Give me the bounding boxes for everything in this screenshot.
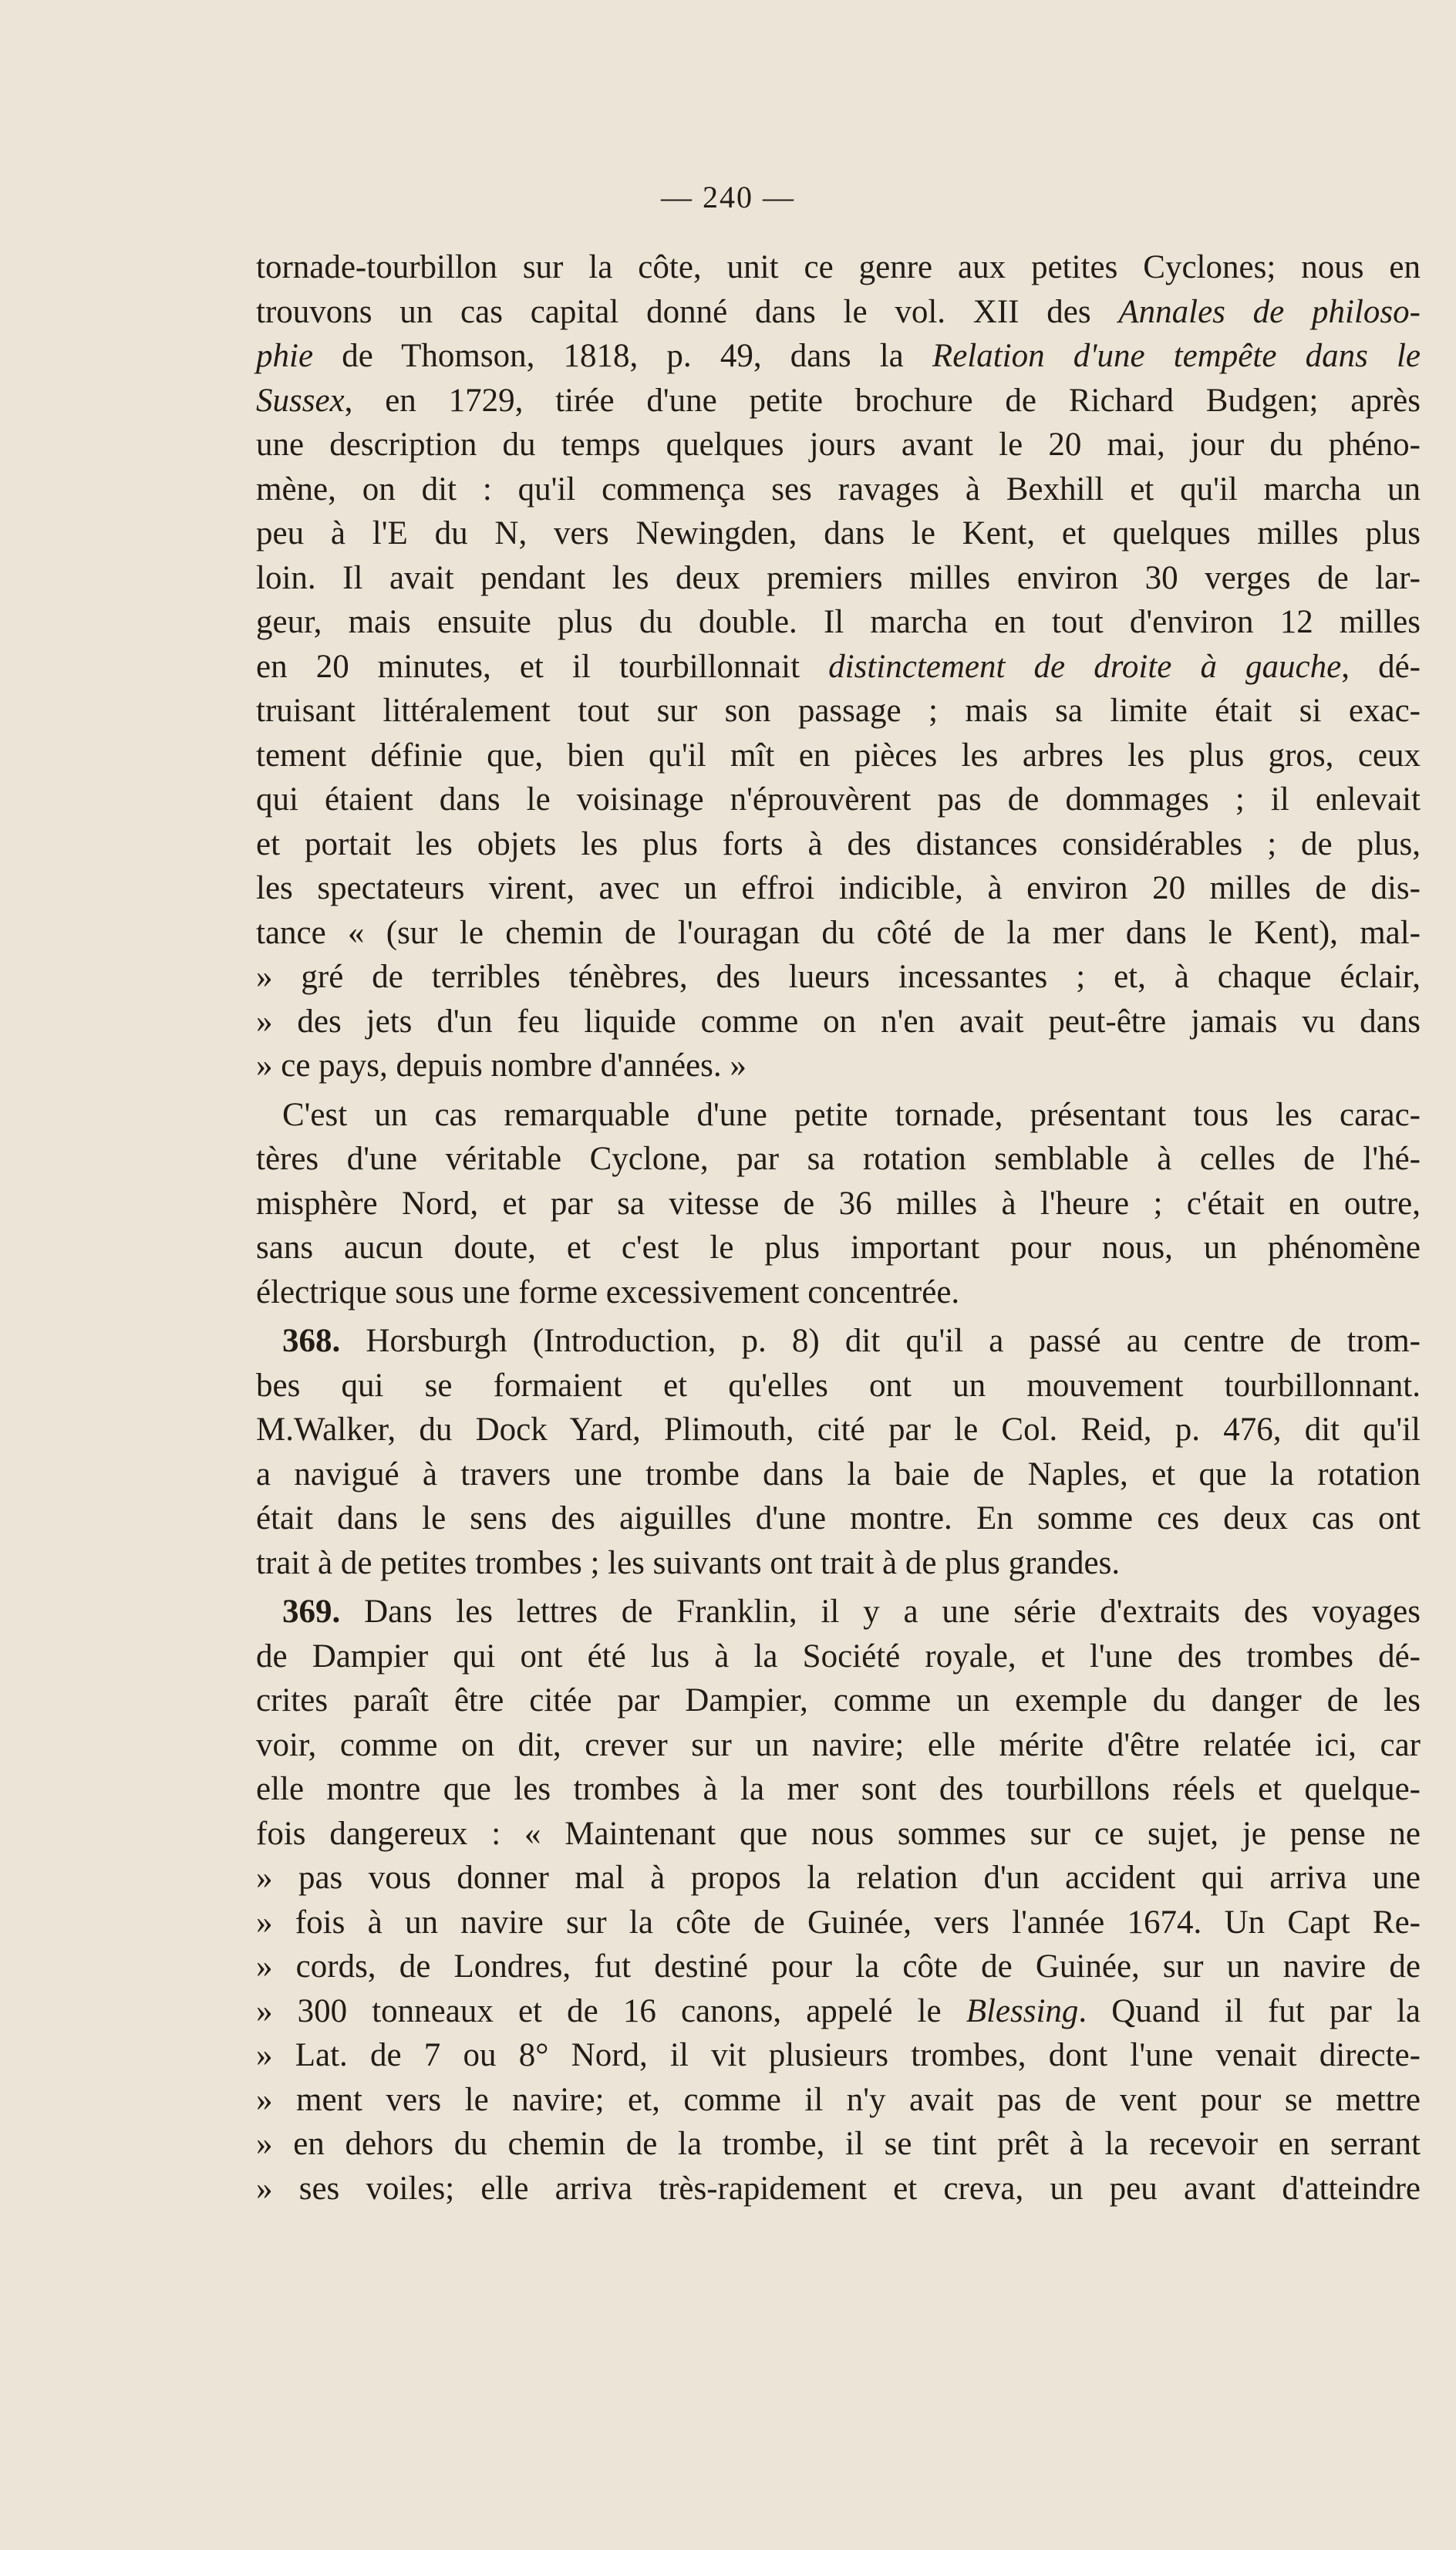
text-segment: qui étaient dans le voisinage n'éprouvèrent pas de dommages ; il enlevait	[256, 781, 1421, 818]
text-segment: , en 1729, tirée d'une petite brochure de Richard Budgen; après	[344, 382, 1421, 419]
text-segment: les spectateurs virent, avec un effroi indicible, à environ 20 milles de dis-	[256, 870, 1421, 906]
text-segment: » gré de terribles ténèbres, des lueurs incessantes ; et, à chaque éclair,	[256, 959, 1421, 995]
text-line	[256, 1137, 1421, 1182]
text-line	[256, 1856, 1421, 1901]
text-segment: » Lat. de 7 ou 8° Nord, il vit plusieurs trombes, dont l'une venait directe-	[256, 2037, 1421, 2073]
text-line	[256, 1364, 1421, 1408]
text-segment: loin. Il avait pendant les deux premiers milles environ 30 verges de lar-	[256, 559, 1421, 596]
text-line	[256, 1182, 1421, 1226]
text-line	[256, 1901, 1421, 1945]
text-segment: phie	[256, 338, 314, 374]
text-segment: » en dehors du chemin de la trombe, il se tint prêt à la recevoir en serrant	[256, 2126, 1421, 2162]
text-line	[256, 866, 1421, 911]
text-segment: » ce pays, depuis nombre d'années. »	[256, 1047, 747, 1084]
text-segment: » fois à un navire sur la côte de Guinée, vers l'année 1674. Un Capt Re-	[256, 1904, 1421, 1941]
text-line	[256, 1989, 1421, 2034]
text-line	[256, 1945, 1421, 1989]
text-segment: » ses voiles; elle arriva très-rapidement et creva, un peu avant d'atteindre	[256, 2170, 1421, 2207]
text-segment: geur, mais ensuite plus du double. Il marcha en tout d'environ 12 milles	[256, 604, 1421, 640]
text-line	[256, 467, 1421, 512]
text-segment: » pas vous donner mal à propos la relation d'un accident qui arriva une	[256, 1860, 1421, 1896]
text-line	[256, 600, 1421, 645]
text-segment: Annales de philoso-	[1118, 293, 1421, 330]
text-line	[256, 556, 1421, 601]
text-segment: Relation d'une tempête dans le	[932, 338, 1421, 374]
text-line	[256, 2167, 1421, 2211]
paragraph-number: 368.	[282, 1323, 341, 1359]
text-segment: Sussex	[256, 382, 345, 419]
text-segment: tement définie que, bien qu'il mît en pièces les arbres les plus gros, ceux	[256, 737, 1421, 774]
text-segment: » ment vers le navire; et, comme il n'y avait pas de vent pour se mettre	[256, 2081, 1421, 2118]
text-line	[256, 1093, 1421, 1138]
text-line	[256, 1541, 1421, 1586]
text-segment: a navigué à travers une trombe dans la baie de Naples, et que la rotation	[256, 1455, 1421, 1493]
text-segment: tornade-tourbillon sur la côte, unit ce genre aux petites Cyclones; nous en	[256, 249, 1421, 285]
text-segment: » cords, de Londres, fut destiné pour la côte de Guinée, sur un navire de	[256, 1948, 1421, 1985]
text-line	[256, 2033, 1421, 2078]
text-segment: misphère Nord, et par sa vitesse de 36 milles à l'heure ; c'était en outre,	[256, 1185, 1421, 1222]
text-segment: de Dampier qui ont été lus à la Société royale, et l'une des trombes dé-	[256, 1638, 1421, 1675]
text-segment: une description du temps quelques jours avant le 20 mai, jour du phéno-	[256, 427, 1421, 463]
text-line	[256, 379, 1421, 423]
text-line	[256, 1590, 1421, 1634]
text-line	[256, 1226, 1421, 1270]
text-line	[256, 645, 1421, 690]
text-line	[256, 2122, 1421, 2167]
page-number: — 240 —	[661, 180, 795, 214]
text-line	[256, 955, 1421, 1000]
text-line	[256, 1812, 1421, 1857]
text-segment: Horsburgh (Introduction, p. 8) dit qu'il a passé au centre de trom-	[340, 1323, 1421, 1359]
text-line	[256, 334, 1421, 379]
text-segment: distinctement de droite à gauche	[828, 648, 1342, 685]
text-segment: trouvons un cas capital donné dans le vol. XII des	[256, 293, 1119, 330]
text-line	[256, 2078, 1421, 2123]
text-segment: électrique sous une forme excessivement concentrée.	[256, 1273, 960, 1310]
text-segment: tères d'une véritable Cyclone, par sa rotation semblable à celles de l'hé-	[256, 1141, 1421, 1177]
text-segment: truisant littéralement tout sur son passage ; mais sa limite était si exac-	[256, 693, 1421, 729]
text-line	[256, 734, 1421, 778]
text-line	[256, 1270, 1421, 1315]
text-segment: M.Walker, du Dock Yard, Plimouth, cité par le Col. Reid, p. 476, dit qu'il	[256, 1412, 1421, 1448]
text-line	[256, 1723, 1421, 1768]
text-segment: et portait les objets les plus forts à des distances considérables ; de plus,	[256, 825, 1421, 862]
text-segment: elle montre que les trombes à la mer sont des tourbillons réels et quelque-	[256, 1771, 1421, 1807]
text-segment: sans aucun doute, et c'est le plus important pour nous, un phénomène	[256, 1229, 1421, 1266]
body-text	[256, 245, 1421, 2211]
text-segment: voir, comme on dit, crever sur un navire; elle mérite d'être relatée ici, car	[256, 1726, 1421, 1763]
text-segment: bes qui se formaient et qu'elles ont un mouvement tourbillonnant.	[256, 1367, 1421, 1404]
text-line	[256, 1319, 1421, 1364]
text-segment: C'est un cas remarquable d'une petite tornade, présentant tous les carac-	[282, 1096, 1421, 1133]
text-line	[256, 1767, 1421, 1812]
text-line	[256, 423, 1421, 467]
text-segment: Blessing	[966, 1992, 1079, 2029]
text-segment: crites paraît être citée par Dampier, comme un exemple du danger de les	[256, 1682, 1421, 1719]
text-segment: de Thomson, 1818, p. 49, dans la	[313, 338, 932, 374]
text-line	[256, 1496, 1421, 1541]
text-line	[256, 911, 1421, 956]
text-segment: fois dangereux : « Maintenant que nous sommes sur ce sujet, je pense ne	[256, 1815, 1421, 1852]
text-segment: » 300 tonneaux et de 16 canons, appelé le	[256, 1992, 966, 2029]
paragraph-number: 369.	[282, 1594, 341, 1630]
text-segment: en 20 minutes, et il tourbillonnait	[256, 648, 829, 685]
text-segment: , dé-	[1341, 648, 1421, 685]
text-line	[256, 1408, 1421, 1452]
text-line	[256, 511, 1421, 556]
text-segment: trait à de petites trombes ; les suivants ont trait à de plus grandes.	[256, 1544, 1121, 1581]
text-segment: peu à l'E du N, vers Newingden, dans le Kent, et quelques milles plus	[256, 515, 1421, 551]
text-line	[256, 290, 1421, 335]
text-line	[256, 1678, 1421, 1723]
text-segment: tance « (sur le chemin de l'ouragan du côté de la mer dans le Kent), mal-	[256, 914, 1421, 951]
text-line	[256, 777, 1421, 822]
text-line	[256, 689, 1421, 734]
text-segment: mène, on dit : qu'il commença ses ravages à Bexhill et qu'il marcha un	[256, 471, 1421, 508]
text-line	[256, 1000, 1421, 1044]
text-segment: » des jets d'un feu liquide comme on n'en avait peut-être jamais vu dans	[256, 1003, 1421, 1040]
text-segment: . Quand il fut par la	[1078, 1992, 1421, 2029]
text-segment: était dans le sens des aiguilles d'une montre. En somme ces deux cas ont	[256, 1500, 1421, 1536]
text-line	[256, 822, 1421, 867]
text-line	[256, 1634, 1421, 1679]
text-segment: Dans les lettres de Franklin, il y a une série d'extraits des voyages	[340, 1594, 1421, 1630]
text-line	[256, 1452, 1421, 1497]
text-line	[256, 245, 1421, 290]
text-line	[256, 1044, 1421, 1088]
